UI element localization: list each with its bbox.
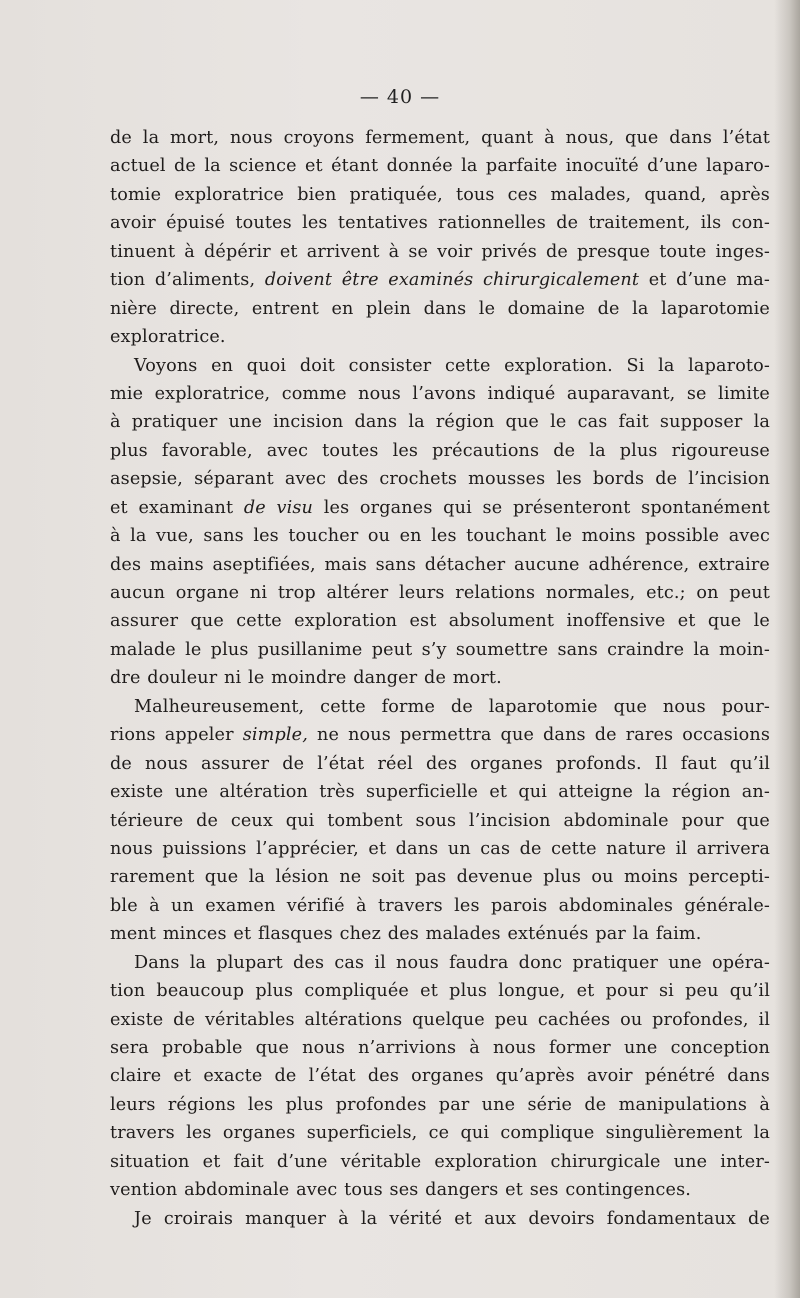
text-line: existe une altération très superficielle et qui atteigne la région an-	[110, 782, 770, 803]
text-line: mie exploratrice, comme nous l’avons indiqué auparavant, se limite	[110, 383, 770, 404]
text-line: des mains aseptifiées, mais sans détacher aucune adhérence, extraire	[110, 554, 770, 575]
text-segment: tion d’aliments,	[110, 270, 265, 291]
text-line	[110, 266, 770, 294]
text-line: leurs régions les plus profondes par une série de manipulations à	[110, 1094, 770, 1115]
text-segment: rions appeler	[110, 725, 243, 746]
text-line: Dans la plupart des cas il nous faudra donc pratiquer une opéra-	[134, 952, 770, 973]
text-line: asepsie, séparant avec des crochets mousses les bords de l’incision	[110, 469, 770, 490]
text-line: nous puissions l’apprécier, et dans un cas de cette nature il arrivera	[110, 838, 770, 859]
body-text	[110, 124, 770, 1233]
text-line: térieure de ceux qui tombent sous l’incision abdominale pour que	[110, 810, 770, 831]
text-segment: et d’une ma-	[639, 270, 770, 291]
text-segment: les organes qui se présenteront spontanément	[313, 497, 770, 518]
text-line: de la mort, nous croyons fermement, quant à nous, que dans l’état	[110, 128, 770, 148]
text-line: vention abdominale avec tous ses dangers et ses contingences.	[110, 1180, 692, 1201]
text-line: Malheureusement, cette forme de laparotomie que nous pour-	[134, 696, 770, 717]
text-line: ment minces et flasques chez des malades exténués par la faim.	[110, 924, 702, 945]
text-line: actuel de la science et étant donnée la parfaite inocuïté d’une laparo-	[110, 156, 770, 177]
text-segment: et examinant	[110, 497, 244, 518]
text-line: tion beaucoup plus compliquée et plus longue, et pour si peu qu’il	[110, 981, 770, 1002]
text-line	[110, 494, 770, 522]
page-edge-shadow	[774, 0, 800, 1298]
text-line: sera probable que nous n’arrivions à nous former une conception	[110, 1038, 770, 1058]
text-line: ble à un examen vérifié à travers les parois abdominales générale-	[110, 895, 770, 916]
text-line: existe de véritables altérations quelque peu cachées ou profondes, il	[110, 1009, 770, 1030]
text-line: à la vue, sans les toucher ou en les touchant le moins possible avec	[110, 526, 770, 547]
text-line	[110, 721, 770, 749]
text-line: aucun organe ni trop altérer leurs relations normales, etc.; on peut	[110, 583, 770, 603]
italic-segment: simple,	[242, 725, 308, 746]
text-line: situation et fait d’une véritable exploration chirurgicale une inter-	[110, 1151, 770, 1172]
text-line: malade le plus pusillanime peut s’y soumettre sans craindre la moin-	[110, 639, 770, 660]
text-line: nière directe, entrent en plein dans le domaine de la laparotomie	[110, 298, 770, 319]
italic-segment: doivent être examinés chirurgicalement	[264, 270, 640, 291]
text-line: de nous assurer de l’état réel des organes profonds. Il faut qu’il	[110, 753, 770, 774]
text-line: avoir épuisé toutes les tentatives rationnelles de traitement, ils con-	[110, 213, 770, 234]
italic-segment: de visu	[243, 497, 314, 518]
text-line: Je croirais manquer à la vérité et aux devoirs fondamentaux de	[134, 1208, 770, 1229]
text-line: travers les organes superficiels, ce qui complique singulièrement la	[110, 1123, 770, 1144]
text-line: claire et exacte de l’état des organes qu’après avoir pénétré dans	[110, 1066, 770, 1087]
text-line: tomie exploratrice bien pratiquée, tous ces malades, quand, après	[110, 184, 770, 205]
text-line: rarement que la lésion ne soit pas devenue plus ou moins percepti-	[110, 867, 770, 888]
text-line: à pratiquer une incision dans la région que le cas fait supposer la	[110, 412, 770, 433]
text-line: plus favorable, avec toutes les précautions de la plus rigoureuse	[110, 440, 770, 461]
text-line: tinuent à dépérir et arrivent à se voir privés de presque toute inges-	[110, 241, 770, 262]
text-line: Voyons en quoi doit consister cette exploration. Si la laparoto-	[134, 355, 770, 376]
page-number: — 40 —	[359, 86, 441, 108]
text-line: assurer que cette exploration est absolument inoffensive et que le	[110, 611, 770, 632]
text-line: exploratrice.	[110, 327, 226, 348]
text-segment: ne nous permettra que dans de rares occasions	[308, 725, 770, 746]
text-line: dre douleur ni le moindre danger de mort.	[110, 668, 502, 689]
